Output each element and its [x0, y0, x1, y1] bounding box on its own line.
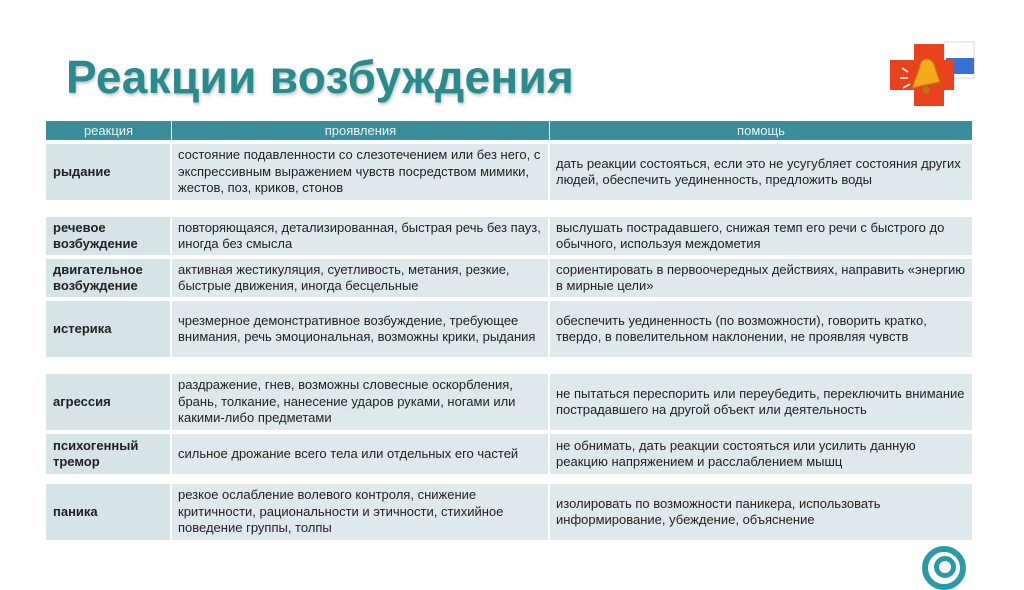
reaction-manifestation: состояние подавленности со слезотечением или без него, с экспрессивным выражением чувств посредством мимики, жестов, поз, криков, стонов — [172, 144, 550, 200]
slide-title: Реакции возбуждения — [66, 51, 575, 103]
reaction-help: не обнимать, дать реакции состояться или усилить данную реакцию напряжением и расслаблением мышц — [550, 434, 972, 474]
reaction-help: обеспечить уединенность (по возможности), говорить кратко, твердо, в повелительном наклонении, не проявляя чувств — [550, 301, 972, 357]
reaction-name: истерика — [46, 301, 172, 357]
header-reaction: реакция — [46, 121, 172, 140]
table-row — [46, 217, 972, 255]
reaction-manifestation: активная жестикуляция, суетливость, метания, резкие, быстрые движения, иногда бесцельные — [172, 259, 550, 297]
reaction-help: не пытаться переспорить или переубедить, переключить внимание пострадавшего на другой объект или деятельность — [550, 374, 972, 430]
table-row — [46, 144, 972, 200]
reaction-manifestation: раздражение, гнев, возможны словесные оскорбления, брань, толкание, нанесение ударов руками, ногами или какими-либо предметами — [172, 374, 550, 430]
reaction-name: речевое возбуждение — [46, 217, 172, 255]
reaction-name: агрессия — [46, 374, 172, 430]
reaction-manifestation: резкое ослабление волевого контроля, снижение критичности, рациональности и этичности, стихийное поведение группы, толпы — [172, 484, 550, 540]
reactions-table — [46, 121, 972, 540]
reaction-manifestation: чрезмерное демонстративное возбуждение, требующее внимания, речь эмоциональная, возможны крики, рыдания — [172, 301, 550, 357]
table-row — [46, 374, 972, 430]
reaction-help: дать реакции состояться, если это не усугубляет состояния других людей, обеспечить уединенность, предложить воды — [550, 144, 972, 200]
reaction-name: двигательное возбуждение — [46, 259, 172, 297]
reaction-manifestation: повторяющаяся, детализированная, быстрая речь без пауз, иногда без смысла — [172, 217, 550, 255]
reaction-name: паника — [46, 484, 172, 540]
reaction-manifestation: сильное дрожание всего тела или отдельных его частей — [172, 434, 550, 474]
table-row — [46, 301, 972, 357]
reaction-name: рыдание — [46, 144, 172, 200]
header-help: помощь — [550, 121, 972, 140]
table-row — [46, 434, 972, 474]
bell-logo-icon — [886, 38, 978, 112]
reaction-name: психогенный тремор — [46, 434, 172, 474]
reaction-help: сориентировать в первоочередных действиях, направить «энергию в мирные цели» — [550, 259, 972, 297]
table-row — [46, 259, 972, 297]
decorative-inner-ring-icon — [934, 556, 956, 578]
reaction-help: выслушать пострадавшего, снижая темп его речи с быстрого до обычного, используя междометия — [550, 217, 972, 255]
table-row — [46, 484, 972, 540]
reaction-help: изолировать по возможности паникера, использовать информирование, убеждение, объяснение — [550, 484, 972, 540]
header-manifestations: проявления — [172, 121, 550, 140]
table-header — [46, 121, 972, 140]
